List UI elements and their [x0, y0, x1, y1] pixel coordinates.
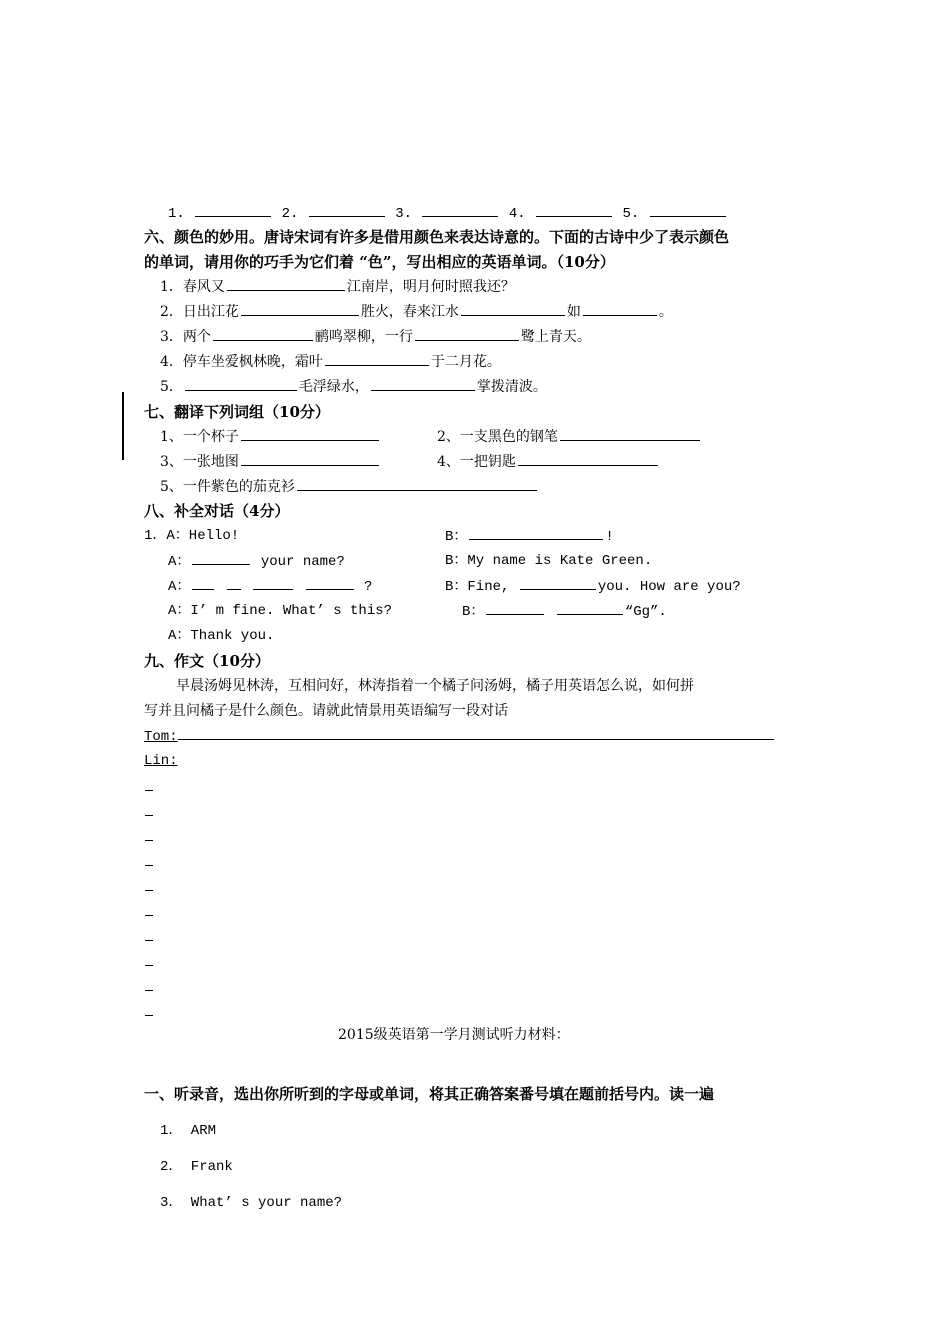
answer-blank[interactable] — [422, 202, 498, 217]
poem-blank[interactable] — [461, 301, 565, 316]
answer-num: 2. — [281, 206, 299, 222]
listening-item-3: 3． What’ s your name? — [160, 1195, 343, 1211]
writing-dash — [145, 965, 153, 966]
answer-num: 5. — [622, 206, 640, 222]
poem-blank[interactable] — [325, 351, 429, 366]
listening-section-1-title: 一、听录音，选出你所听到的字母或单词，将其正确答案番号填在题前括号内。读一遍 — [144, 1085, 715, 1103]
writing-dash — [145, 890, 153, 891]
poem-blank[interactable] — [227, 276, 345, 291]
answer-num: 3. — [395, 206, 413, 222]
listening-item-2: 2． Frank — [160, 1159, 233, 1175]
translate-item-4: 4、一把钥匙 — [437, 451, 660, 473]
translate-blank[interactable] — [297, 476, 537, 491]
answer-blank[interactable] — [536, 202, 612, 217]
section-8-title: 八、补全对话（4分） — [144, 502, 290, 520]
poem-line-2: 2．日出江花 胜火，春来江水 如 。 — [160, 301, 673, 323]
dialog-blank[interactable] — [469, 525, 603, 540]
translate-item-1: 1、一个杯子 — [160, 426, 381, 448]
poem-blank[interactable] — [415, 326, 519, 341]
answer-blank[interactable] — [309, 202, 385, 217]
answer-row — [168, 202, 728, 225]
dialog-blank[interactable] — [192, 575, 214, 590]
section-6-title-line2: 的单词，请用你的巧手为它们着 “色”，写出相应的英语单词。（10分） — [144, 253, 615, 271]
poem-blank[interactable] — [213, 326, 313, 341]
poem-blank[interactable] — [185, 376, 297, 391]
dialog-blank[interactable] — [192, 550, 250, 565]
writing-dash — [145, 990, 153, 991]
dialog-a3: A： ? — [168, 575, 372, 598]
listening-heading: 2015级英语第一学月测试听力材料： — [338, 1027, 570, 1043]
answer-blank[interactable] — [195, 202, 271, 217]
dialog-b2: B：My name is Kate Green. — [445, 553, 653, 569]
dialog-blank[interactable] — [557, 600, 623, 615]
translate-item-2: 2、一支黑色的钢笔 — [437, 426, 702, 448]
section-9-title: 九、作文（10分） — [144, 652, 270, 670]
dialog-b1: B： ! — [445, 525, 614, 548]
tom-line: Tom: — [144, 725, 774, 748]
dialog-a2: A： your name? — [168, 550, 345, 573]
dialog-blank[interactable] — [520, 575, 596, 590]
lin-line: Lin: — [144, 753, 178, 769]
writing-dash — [145, 790, 153, 791]
composition-prompt-line1: 早晨汤姆见林涛，互相问好，林涛指着一个橘子问汤姆，橘子用英语怎么说，如何拼 — [176, 678, 694, 694]
poem-blank[interactable] — [241, 301, 359, 316]
dialog-blank[interactable] — [486, 600, 544, 615]
poem-line-4: 4．停车坐爱枫林晚，霜叶 于二月花。 — [160, 351, 501, 373]
writing-dash — [145, 815, 153, 816]
translate-blank[interactable] — [241, 426, 379, 441]
writing-line[interactable] — [178, 725, 774, 740]
section-7-title: 七、翻译下列词组（10分） — [144, 403, 330, 421]
dialog-a1: 1．A：Hello! — [144, 528, 240, 544]
dialog-blank[interactable] — [253, 575, 293, 590]
dialog-blank[interactable] — [227, 575, 241, 590]
translate-blank[interactable] — [560, 426, 700, 441]
writing-dash — [145, 840, 153, 841]
listening-item-1: 1． ARM — [160, 1123, 217, 1139]
dialog-blank[interactable] — [306, 575, 354, 590]
dialog-b3: B：Fine, you. How are you? — [445, 575, 741, 598]
composition-prompt-line2: 写并且问橘子是什么颜色。请就此情景用英语编写一段对话 — [144, 703, 508, 719]
translate-item-3: 3、一张地图 — [160, 451, 381, 473]
answer-num: 4. — [508, 206, 526, 222]
poem-blank[interactable] — [583, 301, 657, 316]
poem-blank[interactable] — [371, 376, 475, 391]
dialog-b4: B： “Gg”. — [462, 600, 667, 623]
writing-dash — [145, 865, 153, 866]
poem-line-3: 3．两个 鹂鸣翠柳，一行 鹭上青天。 — [160, 326, 591, 348]
answer-blank[interactable] — [650, 202, 726, 217]
writing-dash — [145, 915, 153, 916]
poem-line-5: 5． 毛浮绿水， 掌拨清波。 — [160, 376, 547, 398]
translate-blank[interactable] — [241, 451, 379, 466]
poem-line-1: 1．春风又 江南岸，明月何时照我还？ — [160, 276, 515, 298]
writing-dash — [145, 940, 153, 941]
dialog-a5: A：Thank you. — [168, 628, 275, 644]
dialog-a4: A：I’ m fine. What’ s this? — [168, 603, 393, 619]
translate-blank[interactable] — [518, 451, 658, 466]
translate-item-5: 5、一件紫色的茄克衫 — [160, 476, 539, 498]
writing-dash — [145, 1015, 153, 1016]
answer-num: 1. — [168, 206, 185, 222]
section-6-title-line1: 六、颜色的妙用。唐诗宋词有许多是借用颜色来表达诗意的。下面的古诗中少了表示颜色 — [144, 228, 730, 246]
margin-bar — [122, 392, 124, 460]
